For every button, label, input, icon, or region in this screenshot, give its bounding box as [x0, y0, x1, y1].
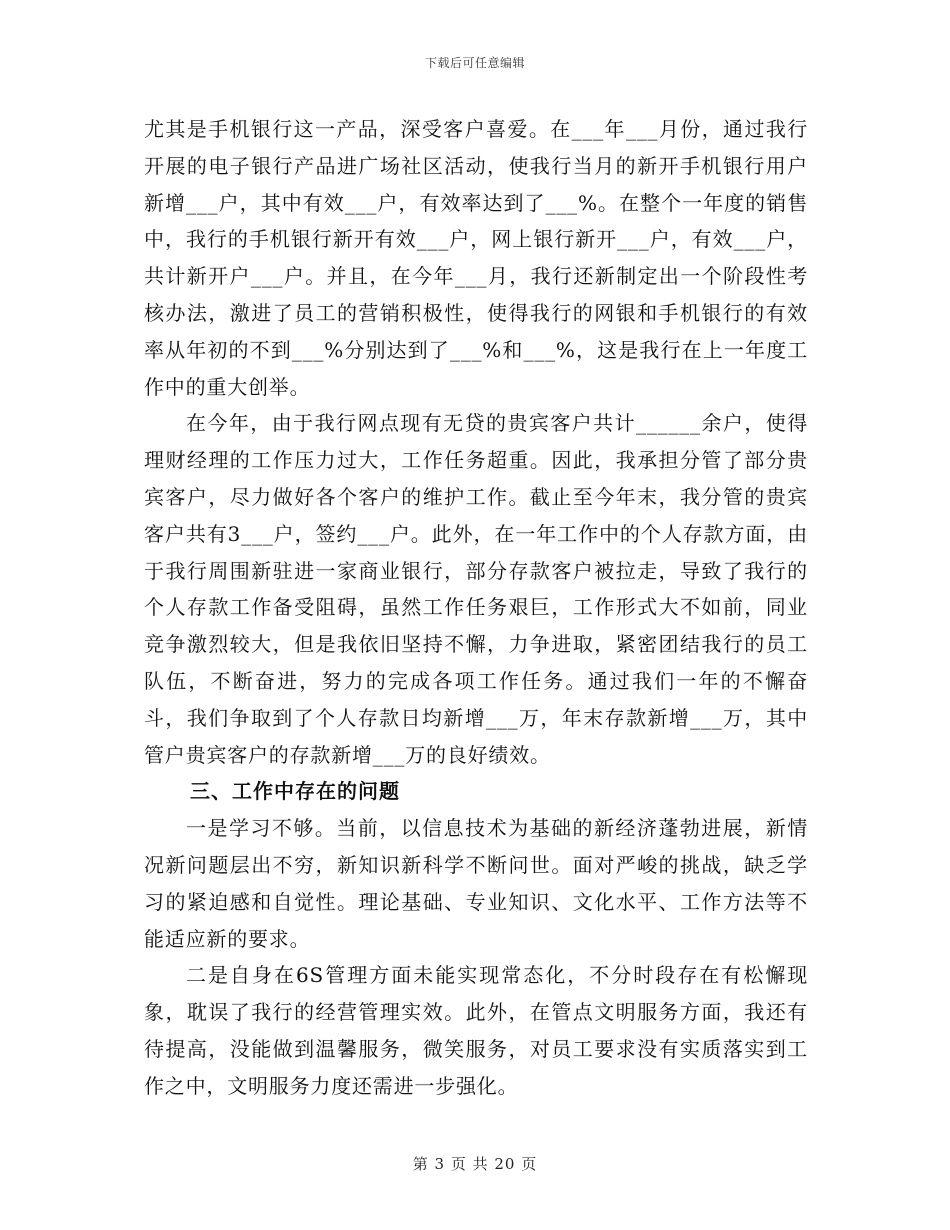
page-footer: 第 3 页 共 20 页	[412, 1155, 538, 1173]
paragraph-problem-2: 二是自身在6S管理方面未能实现常态化，不分时段存在有松懈现象，耽误了我行的经营管理实效。此外，在管点文明服务方面，我还有待提高，没能做到温馨服务，微笑服务，对员工要求没有实质落实到工作之中，文明服务力度还需进一步强化。	[144, 963, 808, 1098]
paragraph-continued: 尤其是手机银行这一产品，深受客户喜爱。在___年___月份，通过我行开展的电子银行产品进广场社区活动，使我行当月的新开手机银行用户新增___户，其中有效___户，有效率达到了___%。在整个一年度的销售中，我行的手机银行新开有效___户，网上银行新开___户，有效___户，共计新开户___户。并且，在今年___月，我行还新制定出一个阶段性考核办法，激进了员工的营销积极性，使得我行的网银和手机银行的有效率从年初的不到___%分别达到了___%和___%，这是我行在上一年度工作中的重大创举。	[144, 117, 808, 399]
document-body	[144, 111, 808, 1105]
paragraph-vip-customers: 在今年，由于我行网点现有无贷的贵宾客户共计______余户，使得理财经理的工作压力过大，工作任务超重。因此，我承担分管了部分贵宾客户，尽力做好各个客户的维护工作。截止至今年末，我分管的贵宾客户共有3___户，签约___户。此外，在一年工作中的个人存款方面，由于我行周围新驻进一家商业银行，部分存款客户被拉走，导致了我行的个人存款工作备受阻碍，虽然工作任务艰巨，工作形式大不如前，同业竞争激烈较大，但是我依旧坚持不懈，力争进取，紧密团结我行的员工队伍，不断奋进，努力的完成各项工作任务。通过我们一年的不懈奋斗，我们争取到了个人存款日均新增___万，年末存款新增___万，其中管户贵宾客户的存款新增___万的良好绩效。	[144, 411, 808, 767]
section-heading: 三、工作中存在的问题	[190, 779, 400, 804]
paragraph-problem-1: 一是学习不够。当前，以信息技术为基础的新经济蓬勃进展，新情况新问题层出不穷，新知识新科学不断问世。面对严峻的挑战，缺乏学习的紧迫感和自觉性。理论基础、专业知识、文化水平、工作方法等不能适应新的要求。	[144, 816, 808, 951]
page-header: 下载后可任意编辑	[424, 56, 525, 70]
